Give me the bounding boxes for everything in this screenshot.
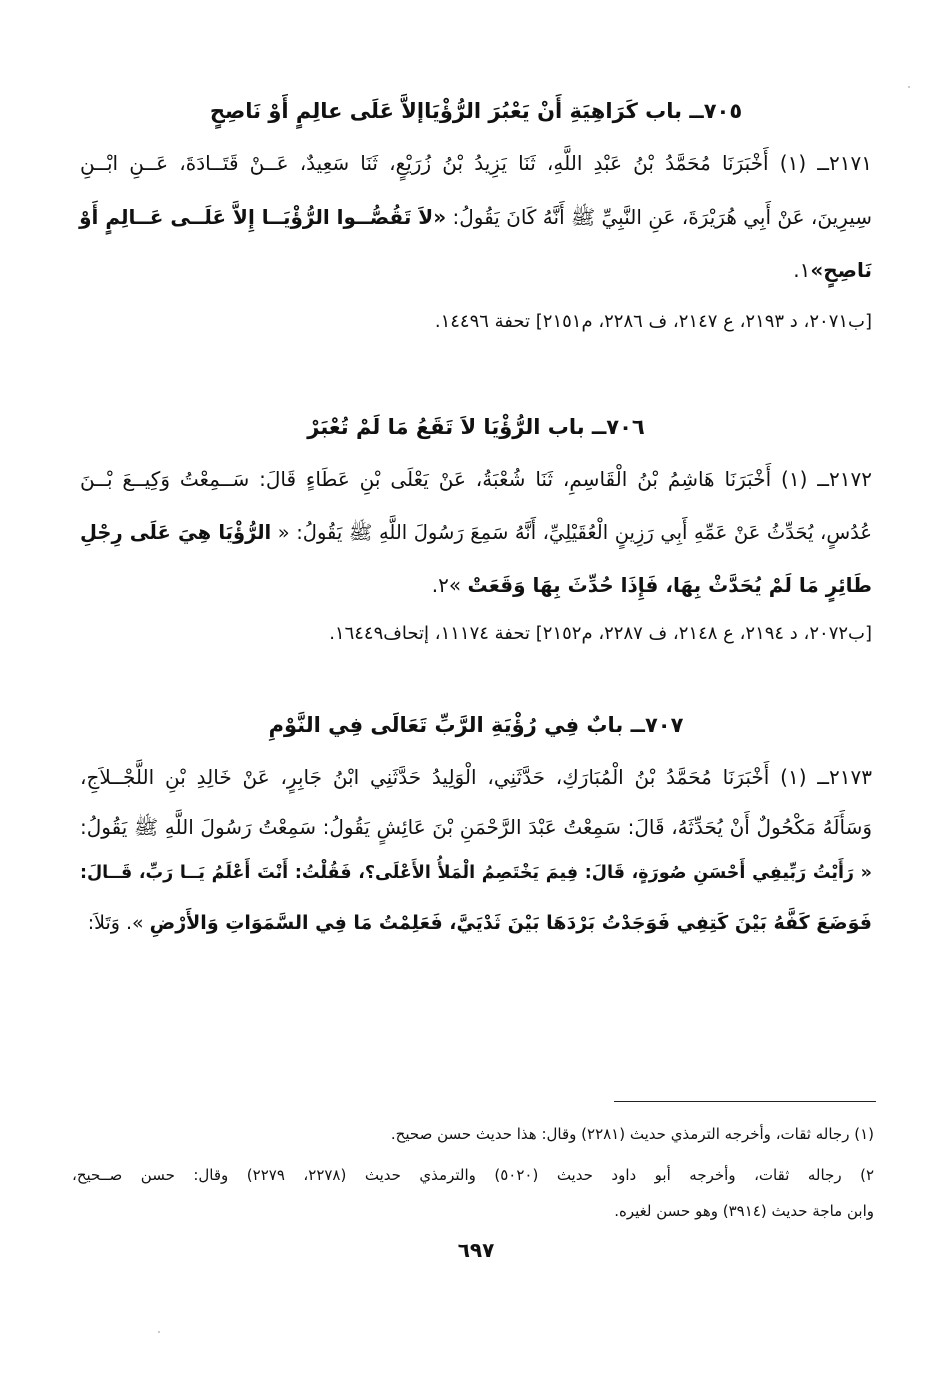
footnote-marker-1: ١. <box>793 258 811 282</box>
hadith-2172-matn: الرُّؤْيَا هِيَ عَلَى رِجْلِ <box>80 521 272 544</box>
hadith-2171-line-2-text: سِيرِينَ، عَنْ أَبِي هُرَيْرَةَ، عَنِ النَّبِيِّ ﷺ أَنَّهُ كَانَ يَقُولُ: <box>452 205 872 229</box>
footnote-marker-2: »٢. <box>431 573 462 597</box>
footnote-divider <box>614 1101 876 1102</box>
hadith-2171-matn-end: نَاصِحٍ» <box>810 258 872 282</box>
footnote-2-line-2: وابن ماجة حديث (٣٩١٤) وهو حسن لغيره. <box>614 1202 874 1220</box>
hadith-2172-line-1: ٢١٧٢ــ (١) أَخْبَرَنَا هَاشِمُ بْنُ الْقَاسِمِ، ثَنَا شُعْبَةُ، عَنْ يَعْلَى بْنِ عَطَاءٍ قَالَ: سَــمِعْتُ وَكِيــعَ بْــنَ <box>80 467 872 491</box>
section-heading-705: ٧٠٥ــ باب كَرَاهِيَةِ أَنْ يَعْبُرَ الرُّؤْيَاإلاَّ عَلَى عالِمٍ أَوْ نَاصِحٍ <box>209 99 743 123</box>
hadith-2173-continuation: ». وَتَلاَ: <box>87 912 144 934</box>
hadith-2173-line-2: وَسَأَلَهُ مَكْحُولٌ أَنْ يُحَدِّثَهُ، قَالَ: سَمِعْتُ عَبْدَ الرَّحْمَنِ بْنَ عَائِشٍ يَقُولُ: سَمِعْتُ رَسُولَ اللَّهِ ﷺ يَقُولُ: <box>80 815 872 839</box>
hadith-2171-line-1: ٢١٧١ــ (١) أَخْبَرَنَا مُحَمَّدُ بْنُ عَبْدِ اللَّهِ، ثَنَا يَزِيدُ بْنُ زُرَيْعٍ، ثَنَا سَعِيدٌ، عَــنْ قَتَــادَةَ، عَــنِ ابْــنِ <box>80 151 872 175</box>
hadith-2173-line-3: « رَأَيْتُ رَبِّيفِي أَحْسَنِ صُورَةٍ، قَالَ: فِيمَ يَخْتَصِمُ الْمَلأُ الأَعْلَى؟، فَقُلْتُ: أَنْتَ أَعْلَمُ يَــا رَبِّ، قَــالَ: <box>80 863 872 883</box>
hadith-2173-line-4 <box>80 908 872 938</box>
hadith-2171-references: [ب٢٠٧١، د ٢١٩٣، ع ٢١٤٧، ف ٢٢٨٦، م٢١٥١] تحفة ١٤٤٩٦. <box>434 311 872 332</box>
hadith-2172-matn-end: طَائِرٍ مَا لَمْ يُحَدَّثْ بِهَا، فَإِذَا حُدِّثَ بِهَا وَقَعَتْ <box>467 573 872 597</box>
section-heading-706: ٧٠٦ــ باب الرُّؤْيَا لاَ تَقَعُ مَا لَمْ تُعْبَرْ <box>307 415 645 439</box>
hadith-2172-references: [ب٢٠٧٢، د ٢١٩٤، ع ٢١٤٨، ف ٢٢٨٧، م٢١٥٢] تحفة ١١١٧٤، إتحاف١٦٤٤٩. <box>329 623 872 644</box>
hadith-2173-matn-end: فَوَضَعَ كَفَّهُ بَيْنَ كَتِفِي فَوَجَدْتُ بَرْدَهَا بَيْنَ ثَدْيَيَّ، فَعَلِمْتُ مَا فِي السَّمَوَاتِ وَالأَرْضِ <box>149 912 872 934</box>
scan-speck <box>908 86 910 88</box>
scan-speck <box>158 1331 160 1333</box>
hadith-2171-matn: «لاَ تَقُصُّــوا الرُّؤْيَــا إِلاَّ عَلَــى عَــالِمٍ أَوْ <box>79 205 447 229</box>
hadith-2172-line-2-text: عُدُسٍ، يُحَدِّثُ عَنْ عَمِّهِ أَبِي رَزِينٍ الْعُقَيْلِيِّ، أَنَّهُ سَمِعَ رَسُولَ اللَّهِ ﷺ يَقُولُ: « <box>277 521 872 544</box>
hadith-2171-line-2 <box>80 202 872 232</box>
hadith-2171-line-3 <box>80 255 872 285</box>
hadith-2172-line-2 <box>80 518 872 548</box>
hadith-2172-line-3 <box>80 570 872 600</box>
hadith-2173-line-1: ٢١٧٣ــ (١) أَخْبَرَنَا مُحَمَّدُ بْنُ الْمُبَارَكِ، حَدَّثَنِي، الْوَلِيدُ حَدَّثَنِي ابْنُ جَابِرٍ، عَنْ خَالِدِ بْنِ اللَّجْــلاَجِ، <box>80 765 872 789</box>
page-number: ٦٩٧ <box>457 1238 495 1262</box>
footnote-2-line-1: ٢) رجاله ثقات، وأخرجه أبو داود حديث (٥٠٢٠) والترمذي حديث (٢٢٧٨، ٢٢٧٩) وقال: حسن صــحيح، <box>72 1166 875 1184</box>
section-heading-707: ٧٠٧ــ بابٌ فِي رُؤْيَةِ الرَّبِّ تَعَالَى فِي النَّوْمِ <box>268 713 684 737</box>
footnote-1: (١) رجاله ثقات، وأخرجه الترمذي حديث (٢٢٨١) وقال: هذا حديث حسن صحيح. <box>390 1125 874 1143</box>
